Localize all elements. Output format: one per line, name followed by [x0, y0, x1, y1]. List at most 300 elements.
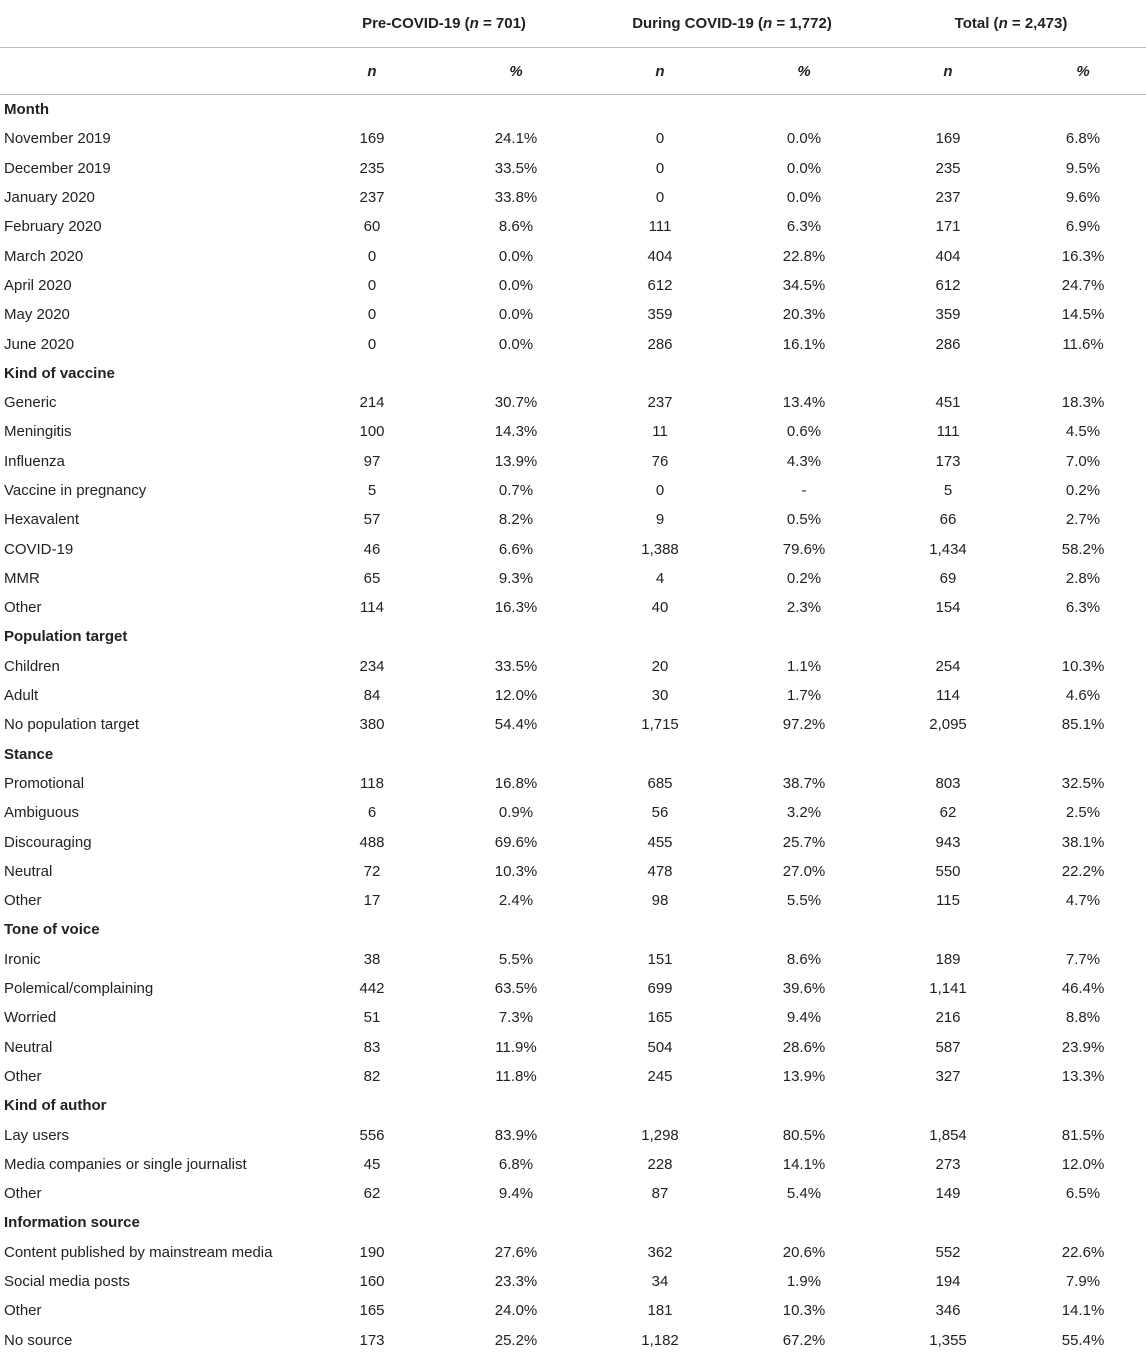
count-cell: 286: [935, 335, 961, 353]
count-cell: 1,298: [641, 1126, 679, 1144]
row-label: Media companies or single journalist: [4, 1155, 247, 1173]
count-cell: 380: [359, 716, 385, 734]
percent-cell: 38.1%: [1061, 833, 1105, 851]
percent-cell: 14.3%: [494, 423, 538, 441]
count-cell: 83: [363, 1038, 381, 1056]
table-row: [0, 681, 1146, 710]
count-cell: 0: [655, 189, 665, 207]
count-cell: 9: [655, 511, 665, 529]
table-row: [0, 154, 1146, 183]
count-cell: 234: [359, 657, 385, 675]
row-label: COVID-19: [4, 540, 74, 558]
percent-cell: 8.8%: [1065, 1009, 1101, 1027]
percent-cell: 0.6%: [786, 423, 822, 441]
row-label: Polemical/complaining: [4, 980, 154, 998]
count-cell: 5: [367, 482, 377, 499]
percent-cell: 80.5%: [782, 1126, 826, 1144]
row-label: Meningitis: [4, 423, 72, 441]
percent-cell: 12.0%: [494, 687, 538, 705]
count-cell: 237: [359, 189, 385, 207]
percent-cell: 24.7%: [1061, 276, 1105, 294]
row-label: December 2019: [4, 159, 111, 177]
count-cell: 273: [935, 1155, 961, 1173]
percent-cell: 12.0%: [1061, 1155, 1105, 1173]
percent-cell: 55.4%: [1061, 1331, 1105, 1349]
count-cell: 76: [651, 452, 669, 470]
count-cell: 6: [367, 804, 377, 822]
row-label: Ambiguous: [4, 804, 80, 822]
count-cell: 118: [360, 774, 384, 792]
percent-cell: 14.1%: [782, 1155, 826, 1173]
count-cell: 115: [936, 892, 960, 910]
percent-cell: 11.6%: [1062, 335, 1104, 353]
count-cell: 442: [359, 980, 385, 998]
count-cell: 286: [647, 335, 673, 353]
count-cell: 69: [939, 569, 957, 587]
count-cell: 235: [935, 159, 961, 177]
percent-cell: 81.5%: [1061, 1126, 1105, 1144]
percent-cell: 23.9%: [1061, 1038, 1105, 1056]
section-header-row: [0, 1091, 1146, 1120]
count-cell: 451: [935, 394, 961, 412]
percent-cell: 16.3%: [1061, 247, 1105, 265]
count-cell: 38: [363, 950, 381, 968]
percent-cell: 10.3%: [494, 862, 538, 880]
count-cell: 169: [359, 130, 385, 148]
row-label: Neutral: [4, 862, 53, 880]
table-row: [0, 1179, 1146, 1208]
percent-cell: 9.3%: [498, 569, 534, 587]
row-label: April 2020: [4, 276, 72, 294]
percent-cell: 0.0%: [498, 335, 534, 353]
row-label: Content published by mainstream media: [4, 1243, 273, 1261]
count-cell: 1,182: [641, 1331, 679, 1349]
count-cell: 556: [359, 1126, 385, 1144]
count-cell: 84: [363, 687, 381, 705]
count-cell: 160: [359, 1273, 385, 1291]
percent-cell: 24.0%: [494, 1302, 538, 1320]
row-label: No population target: [4, 716, 140, 734]
percent-cell: 0.5%: [786, 511, 822, 529]
count-cell: 65: [363, 569, 381, 587]
count-cell: 169: [935, 130, 961, 148]
percent-cell: 63.5%: [494, 980, 538, 998]
section-title: Tone of voice: [4, 921, 100, 939]
row-label: Other: [4, 1302, 42, 1320]
count-cell: 0: [655, 159, 665, 177]
table-row: [0, 593, 1146, 622]
count-cell: 149: [935, 1185, 961, 1203]
percent-cell: 33.5%: [494, 657, 538, 675]
count-cell: 504: [647, 1038, 673, 1056]
count-cell: 40: [651, 599, 669, 617]
percent-cell: 1.1%: [786, 657, 822, 675]
count-cell: 346: [935, 1302, 961, 1320]
percent-cell: 7.9%: [1065, 1273, 1101, 1291]
count-cell: 82: [363, 1067, 381, 1085]
percent-cell: 67.2%: [782, 1331, 826, 1349]
percent-cell: 14.1%: [1061, 1302, 1105, 1320]
count-cell: 190: [359, 1243, 385, 1261]
count-cell: 181: [647, 1302, 673, 1320]
percent-cell: 23.3%: [494, 1273, 538, 1291]
count-cell: 404: [935, 247, 961, 265]
section-title: Month: [4, 101, 49, 119]
group-header-total: Total (n = 2,473): [876, 0, 1146, 48]
row-label: Influenza: [4, 452, 65, 470]
count-cell: 51: [363, 1009, 381, 1027]
count-cell: 45: [363, 1155, 381, 1173]
group-header-during-covid: During COVID-19 (n = 1,772): [588, 0, 876, 48]
count-cell: 1,715: [641, 716, 679, 734]
percent-cell: 6.8%: [498, 1155, 534, 1173]
section-title: Kind of author: [4, 1097, 107, 1115]
count-cell: 0: [367, 306, 377, 324]
count-cell: 237: [935, 189, 961, 207]
percent-cell: 9.4%: [498, 1185, 534, 1203]
count-cell: 154: [935, 599, 961, 617]
percent-cell: 0.0%: [498, 247, 534, 265]
count-cell: 114: [360, 599, 384, 617]
table-row: [0, 1267, 1146, 1296]
count-cell: 237: [647, 394, 673, 412]
percent-cell: 20.3%: [782, 306, 826, 324]
count-cell: 17: [363, 892, 381, 910]
row-label: February 2020: [4, 218, 102, 236]
percent-cell: 5.4%: [786, 1185, 822, 1203]
percent-cell: 1.9%: [786, 1273, 822, 1291]
table-row: [0, 124, 1146, 153]
percent-cell: 0.0%: [786, 189, 822, 207]
percent-cell: 25.2%: [494, 1331, 538, 1349]
header-empty-cell: [0, 0, 300, 48]
row-label: Promotional: [4, 774, 85, 792]
row-label: Children: [4, 657, 60, 675]
count-cell: 4: [655, 569, 665, 587]
table-row: [0, 300, 1146, 329]
count-cell: 612: [647, 276, 673, 294]
row-label: No source: [4, 1331, 73, 1349]
count-cell: 171: [935, 218, 961, 236]
count-cell: 235: [359, 159, 385, 177]
percent-cell: 10.3%: [1061, 657, 1105, 675]
row-label: Other: [4, 599, 42, 617]
table-row: [0, 447, 1146, 476]
percent-cell: 8.2%: [498, 511, 534, 529]
subheader-empty-cell: [0, 48, 300, 95]
row-label: Other: [4, 1185, 42, 1203]
row-label: January 2020: [4, 189, 95, 207]
section-header-row: [0, 740, 1146, 769]
count-cell: 56: [651, 804, 669, 822]
section-header-row: [0, 915, 1146, 944]
section-title: Stance: [4, 745, 54, 763]
percent-cell: 27.6%: [494, 1243, 538, 1261]
subheader-percent: %: [444, 48, 588, 95]
percent-cell: 5.5%: [786, 892, 822, 910]
row-label: Other: [4, 892, 42, 910]
percent-cell: 6.5%: [1065, 1185, 1101, 1203]
percent-cell: 83.9%: [494, 1126, 538, 1144]
percent-cell: 20.6%: [782, 1243, 826, 1261]
table-row: [0, 505, 1146, 534]
count-cell: 404: [647, 247, 673, 265]
count-cell: 0: [367, 247, 377, 265]
count-cell: 62: [363, 1185, 381, 1203]
table-row: [0, 886, 1146, 915]
subheader-percent: %: [732, 48, 876, 95]
count-cell: 245: [647, 1067, 673, 1085]
percent-cell: 4.6%: [1065, 687, 1101, 705]
count-cell: 66: [939, 511, 957, 529]
percent-cell: 54.4%: [494, 716, 538, 734]
percent-cell: 22.6%: [1061, 1243, 1105, 1261]
percent-cell: 79.6%: [782, 540, 826, 558]
row-label: Ironic: [4, 950, 41, 968]
table-row: [0, 212, 1146, 241]
table-row: [0, 1062, 1146, 1091]
count-cell: 57: [363, 511, 381, 529]
count-cell: 111: [936, 423, 960, 441]
count-cell: 1,388: [641, 540, 679, 558]
row-label: Vaccine in pregnancy: [4, 482, 147, 499]
count-cell: 30: [651, 687, 669, 705]
count-cell: 114: [936, 687, 960, 705]
percent-cell: 46.4%: [1061, 980, 1105, 998]
count-cell: 97: [363, 452, 381, 470]
percent-cell: 30.7%: [494, 394, 538, 412]
row-label: November 2019: [4, 130, 111, 148]
percent-cell: 1.7%: [786, 687, 822, 705]
row-label: Hexavalent: [4, 511, 80, 529]
section-header-row: [0, 622, 1146, 651]
table-row: [0, 1296, 1146, 1325]
group-header-pre-covid: Pre-COVID-19 (n = 701): [300, 0, 588, 48]
row-label: March 2020: [4, 247, 84, 265]
count-cell: 2,095: [929, 716, 967, 734]
count-cell: 699: [647, 980, 673, 998]
percent-cell: 34.5%: [782, 276, 826, 294]
count-cell: 552: [935, 1243, 961, 1261]
count-cell: 0: [367, 276, 377, 294]
table-row: [0, 241, 1146, 270]
percent-cell: 2.5%: [1065, 804, 1101, 822]
subheader-n: n: [876, 48, 1020, 95]
count-cell: 194: [935, 1273, 961, 1291]
row-label: Adult: [4, 687, 39, 705]
count-cell: 111: [648, 218, 672, 236]
percent-cell: 24.1%: [494, 130, 538, 148]
percent-cell: 97.2%: [782, 716, 826, 734]
percent-cell: 6.3%: [786, 218, 822, 236]
count-cell: 359: [935, 306, 961, 324]
row-label: Social media posts: [4, 1273, 130, 1291]
percent-cell: 6.3%: [1065, 599, 1101, 617]
percent-cell: 16.1%: [782, 335, 826, 353]
row-label: Neutral: [4, 1038, 53, 1056]
count-cell: 60: [363, 218, 381, 236]
table-row: [0, 710, 1146, 739]
count-cell: 488: [359, 833, 385, 851]
percent-cell: 69.6%: [494, 833, 538, 851]
table-row: [0, 388, 1146, 417]
table-row: [0, 769, 1146, 798]
percent-cell: 7.0%: [1065, 452, 1101, 470]
count-cell: 216: [935, 1009, 961, 1027]
percent-cell: -: [801, 482, 807, 499]
count-cell: 685: [647, 774, 673, 792]
row-label: MMR: [4, 569, 40, 587]
percent-cell: 33.8%: [494, 189, 538, 207]
percent-cell: 58.2%: [1061, 540, 1105, 558]
percent-cell: 32.5%: [1061, 774, 1105, 792]
percent-cell: 2.8%: [1065, 569, 1101, 587]
percent-cell: 0.0%: [498, 306, 534, 324]
count-cell: 550: [935, 862, 961, 880]
count-cell: 46: [363, 540, 381, 558]
table-row: [0, 1033, 1146, 1062]
row-label: Lay users: [4, 1126, 70, 1144]
table-body: [0, 95, 1146, 1355]
percent-cell: 13.9%: [782, 1067, 826, 1085]
count-cell: 455: [647, 833, 673, 851]
percent-cell: 0.0%: [498, 276, 534, 294]
count-cell: 189: [935, 950, 961, 968]
count-cell: 165: [359, 1302, 385, 1320]
count-cell: 1,854: [929, 1126, 967, 1144]
percent-cell: 3.2%: [786, 804, 822, 822]
percent-cell: 0.0%: [786, 159, 822, 177]
table-row: [0, 857, 1146, 886]
table-row: [0, 1150, 1146, 1179]
count-cell: 165: [647, 1009, 673, 1027]
count-cell: 173: [935, 452, 961, 470]
percent-cell: 6.8%: [1065, 130, 1101, 148]
percent-cell: 25.7%: [782, 833, 826, 851]
count-cell: 359: [647, 306, 673, 324]
percent-cell: 13.4%: [782, 394, 826, 412]
percent-cell: 2.7%: [1065, 511, 1101, 529]
section-title: Population target: [4, 628, 128, 646]
count-cell: 20: [651, 657, 669, 675]
count-cell: 0: [655, 482, 665, 499]
count-cell: 5: [943, 482, 953, 499]
row-label: June 2020: [4, 335, 75, 353]
percent-cell: 4.7%: [1065, 892, 1101, 910]
count-cell: 587: [935, 1038, 961, 1056]
percent-cell: 4.5%: [1065, 423, 1101, 441]
table-row: [0, 1120, 1146, 1149]
count-cell: 0: [367, 335, 377, 353]
count-cell: 803: [935, 774, 961, 792]
count-cell: 327: [935, 1067, 961, 1085]
count-cell: 173: [359, 1331, 385, 1349]
group-header-row: [0, 0, 1146, 48]
count-cell: 1,355: [929, 1331, 967, 1349]
subheader-n: n: [300, 48, 444, 95]
percent-cell: 0.2%: [786, 569, 822, 587]
count-cell: 11: [652, 423, 668, 441]
percent-cell: 9.5%: [1065, 159, 1101, 177]
count-cell: 87: [651, 1185, 669, 1203]
section-header-row: [0, 359, 1146, 388]
count-cell: 62: [939, 804, 957, 822]
percent-cell: 7.7%: [1065, 950, 1101, 968]
count-cell: 612: [935, 276, 961, 294]
subheader-n: n: [588, 48, 732, 95]
count-cell: 1,141: [929, 980, 967, 998]
percent-cell: 85.1%: [1061, 716, 1105, 734]
count-cell: 151: [647, 950, 673, 968]
table-row: [0, 564, 1146, 593]
count-cell: 0: [655, 130, 665, 148]
count-cell: 228: [647, 1155, 673, 1173]
section-title: Information source: [4, 1214, 140, 1232]
percent-cell: 9.4%: [786, 1009, 822, 1027]
table-row: [0, 183, 1146, 212]
percent-cell: 13.9%: [494, 452, 538, 470]
percent-cell: 9.6%: [1065, 189, 1101, 207]
count-cell: 100: [359, 423, 385, 441]
table-row: [0, 329, 1146, 358]
row-label: May 2020: [4, 306, 70, 324]
row-label: Discouraging: [4, 833, 92, 851]
percent-cell: 8.6%: [498, 218, 534, 236]
percent-cell: 0.2%: [1065, 482, 1101, 499]
table-row: [0, 534, 1146, 563]
percent-cell: 11.8%: [495, 1067, 537, 1085]
table-row: [0, 652, 1146, 681]
percent-cell: 2.3%: [786, 599, 822, 617]
table-row: [0, 271, 1146, 300]
percent-cell: 27.0%: [782, 862, 826, 880]
percent-cell: 0.7%: [498, 482, 534, 499]
percent-cell: 28.6%: [782, 1038, 826, 1056]
percent-cell: 8.6%: [786, 950, 822, 968]
section-header-row: [0, 95, 1146, 125]
percent-cell: 33.5%: [494, 159, 538, 177]
table-row: [0, 827, 1146, 856]
count-cell: 362: [647, 1243, 673, 1261]
percent-cell: 5.5%: [498, 950, 534, 968]
section-header-row: [0, 1208, 1146, 1237]
count-cell: 98: [651, 892, 669, 910]
percent-cell: 16.3%: [494, 599, 538, 617]
percent-cell: 0.9%: [498, 804, 534, 822]
percent-cell: 10.3%: [782, 1302, 826, 1320]
count-cell: 34: [651, 1273, 669, 1291]
table-row: [0, 798, 1146, 827]
count-cell: 214: [359, 394, 385, 412]
count-cell: 478: [647, 862, 673, 880]
percent-cell: 13.3%: [1061, 1067, 1105, 1085]
percent-cell: 6.6%: [498, 540, 534, 558]
count-cell: 1,434: [929, 540, 967, 558]
percent-cell: 14.5%: [1061, 306, 1105, 324]
percent-cell: 18.3%: [1061, 394, 1105, 412]
percent-cell: 22.8%: [782, 247, 826, 265]
count-cell: 943: [935, 833, 961, 851]
percent-cell: 7.3%: [498, 1009, 534, 1027]
table-row: [0, 417, 1146, 446]
subcolumn-header-row: [0, 48, 1146, 95]
percent-cell: 0.0%: [786, 130, 822, 148]
table-row: [0, 1003, 1146, 1032]
percent-cell: 11.9%: [495, 1038, 537, 1056]
subheader-percent: %: [1020, 48, 1146, 95]
percent-cell: 39.6%: [782, 980, 826, 998]
section-title: Kind of vaccine: [4, 364, 115, 382]
